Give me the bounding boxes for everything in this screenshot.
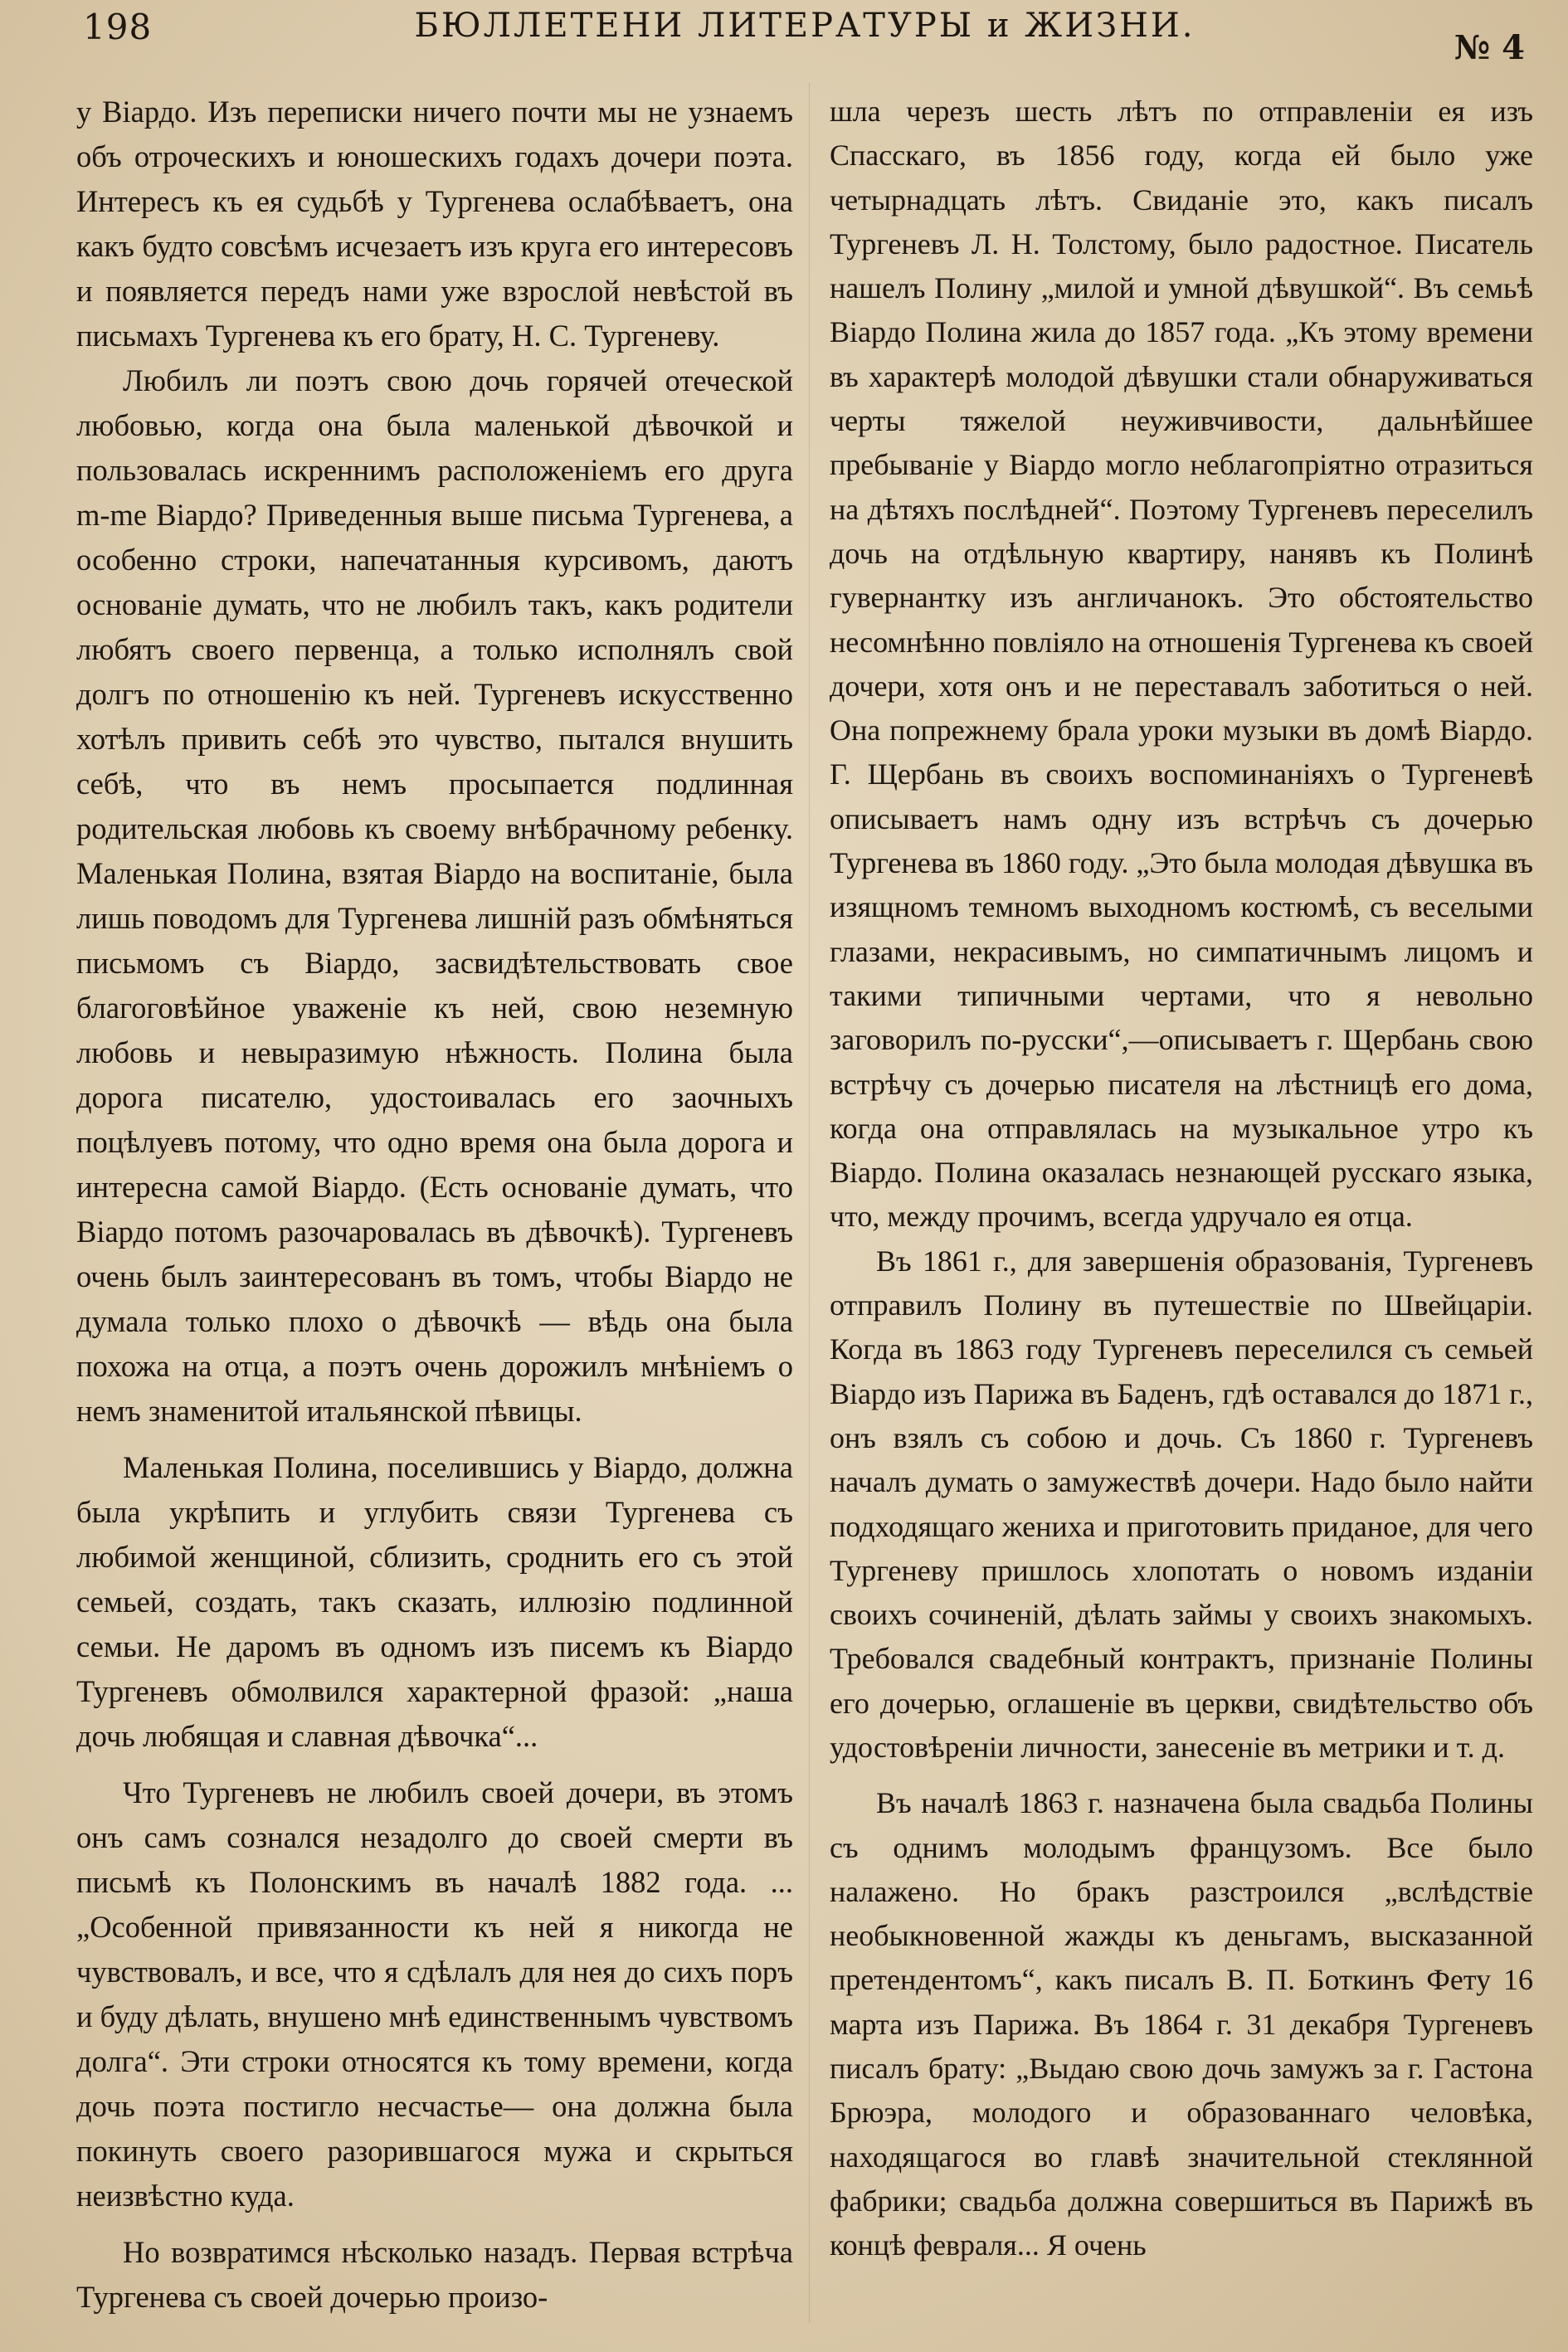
column-divider bbox=[809, 83, 810, 2323]
paragraph: Въ 1861 г., для завершенія образованія, Тургеневъ отправилъ Полину въ путешествіе по Швейцаріи. Когда въ 1863 году Тургеневъ переселился съ семьей Віардо изъ Парижа въ Баденъ, гдѣ оставался до 1871 г., онъ взялъ съ собою и дочь. Съ 1860 г. Тургеневъ началъ думать о замужествѣ дочери. Надо было найти подходящаго жениха и приготовить приданое, для чего Тургеневу пришлось хлопотать о новомъ изданіи своихъ сочиненій, дѣлать займы у своихъ знакомыхъ. Требовался свадебный контрактъ, признаніе Полины его дочерью, оглашеніе въ церкви, свидѣтельство объ удостовѣреніи личности, занесеніе въ метрики и т. д. bbox=[830, 1244, 1533, 1764]
page-header bbox=[75, 0, 1535, 67]
paragraph: Любилъ ли поэтъ свою дочь горячей отеческой любовью, когда она была маленькой дѣвочкой и пользовалась искреннимъ расположеніемъ его друга m-me Віардо? Приведенныя выше письма Тургенева, а особенно строки, напечатанныя курсивомъ, даютъ основаніе думать, что не любилъ такъ, какъ родители любятъ своего первенца, а только исполнялъ свой долгъ по отношенію къ ней. Тургеневъ искусственно хотѣлъ привить себѣ это чувство, пытался внушить себѣ, что въ немъ просыпается подлинная родительская любовь къ своему внѣбрачному ребенку. Маленькая Полина, взятая Віардо на воспитаніе, была лишь поводомъ для Тургенева лишній разъ обмѣняться письмомъ съ Віардо, засвидѣтельствовать свое благоговѣйное уваженіе къ ней, свою неземную любовь и невыразимую нѣжность. Полина была дорога писателю, удостоивалась его заочныхъ поцѣлуевъ потому, что одно время она была дорога и интересна самой Віардо. (Есть основаніе думать, что Віардо потомъ разочаровалась въ дѣвочкѣ). Тургеневъ очень былъ заинтересованъ въ томъ, чтобы Віардо не думала только плохо о дѣвочкѣ — вѣдь она была похожа на отца, а поэтъ очень дорожилъ мнѣніемъ о немъ знаменитой итальянской пѣвицы. bbox=[76, 363, 793, 1428]
left-column bbox=[76, 90, 793, 2330]
paragraph: Что Тургеневъ не любилъ своей дочери, въ этомъ онъ самъ сознался незадолго до своей смерти въ письмѣ къ Полонскимъ въ началѣ 1882 года. ...„Особенной привязанности къ ней я никогда не чувствовалъ, и все, что я сдѣлалъ для нея до сихъ поръ и буду дѣлать, внушено мнѣ единственнымъ чувствомъ долга“. Эти строки относятся къ тому времени, когда дочь поэта постигло несчастье— она должна была покинуть своего разорившагося мужа и скрыться неизвѣстно куда. bbox=[76, 1775, 793, 2213]
page-number: 198 bbox=[83, 7, 153, 47]
paragraph: Въ началѣ 1863 г. назначена была свадьба Полины съ однимъ молодымъ французомъ. Все было налажено. Но бракъ разстроился „вслѣдствіе необыкновенной жажды къ деньгамъ, высказанной претендентомъ“, какъ писалъ В. П. Боткинъ Фету 16 марта изъ Парижа. Въ 1864 г. 31 декабря Тургеневъ писалъ брату: „Выдаю свою дочь замужъ за г. Гастона Брюэра, молодого и образованнаго человѣка, находящагося во главѣ значительной стеклянной фабрики; свадьба должна совершиться въ Парижѣ въ концѣ февраля... Я очень bbox=[830, 1786, 1533, 2262]
paragraph: шла черезъ шесть лѣтъ по отправленіи ея изъ Спасскаго, въ 1856 году, когда ей было уже четырнадцать лѣтъ. Свиданіе это, какъ писалъ Тургеневъ Л. Н. Толстому, было радостное. Писатель нашелъ Полину „милой и умной дѣвушкой“. Въ семьѣ Віардо Полина жила до 1857 года. „Къ этому времени въ характерѣ молодой дѣвушки стали обнаруживаться черты тяжелой неуживчивости, дальнѣйшее пребываніе у Віардо могло неблагопріятно отразиться на дѣтяхъ послѣдней“. Поэтому Тургеневъ переселилъ дочь на отдѣльную квартиру, нанявъ къ Полинѣ гувернантку изъ англичанокъ. Это обстоятельство несомнѣнно повліяло на отношенія Тургенева къ своей дочери, хотя онъ и не переставалъ заботиться о ней. Она попрежнему брала уроки музыки въ домѣ Віардо. Г. Щербань въ своихъ воспоминаніяхъ о Тургеневѣ описываетъ намъ одну изъ встрѣчъ съ дочерью Тургенева въ 1860 году. „Это была молодая дѣвушка въ изящномъ темномъ выходномъ костюмѣ, съ веселыми глазами, некрасивымъ, но симпатичнымъ лицомъ и такими типичными чертами, что я невольно заговорилъ по-русски“,—описываетъ г. Щербань свою встрѣчу съ дочерью писателя на лѣстницѣ его дома, когда она отправлялась на музыкальное утро къ Віардо. Полина оказалась незнающей русскаго языка, что, между прочимъ, всегда удручало ея отца. bbox=[830, 95, 1534, 1234]
issue-number: № 4 bbox=[1454, 28, 1525, 67]
running-title: БЮЛЛЕТЕНИ ЛИТЕРАТУРЫ и ЖИЗНИ. bbox=[414, 7, 1195, 45]
paragraph: Маленькая Полина, поселившись у Віардо, должна была укрѣпить и углубить связи Тургенева съ любимой женщиной, сблизить, сроднить его съ этой семьей, создать, такъ сказать, иллюзію подлинной семьи. Не даромъ въ одномъ изъ писемъ къ Віардо Тургеневъ обмолвился характерной фразой: „наша дочь любящая и славная дѣвочка“... bbox=[76, 1450, 793, 1753]
right-column bbox=[830, 90, 1533, 2330]
paragraph: у Віардо. Изъ переписки ничего почти мы не узнаемъ объ отроческихъ и юношескихъ годахъ дочери поэта. Интересъ къ ея судьбѣ у Тургенева ослабѣваетъ, она какъ будто совсѣмъ исчезаетъ изъ круга его интересовъ и появляется передъ нами уже взрослой невѣстой въ письмахъ Тургенева къ его брату, Н. С. Тургеневу. bbox=[76, 95, 793, 353]
paragraph: Но возвратимся нѣсколько назадъ. Первая встрѣча Тургенева съ своей дочерью произо- bbox=[76, 2235, 793, 2314]
